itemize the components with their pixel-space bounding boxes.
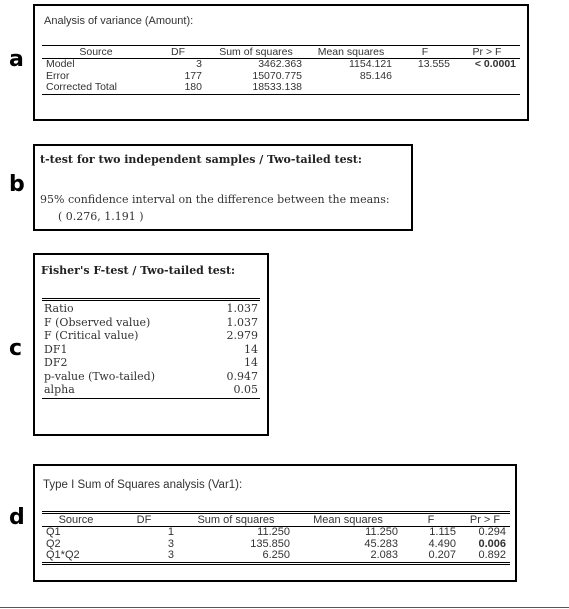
- ftest-label: p-value (Two-tailed): [44, 369, 155, 383]
- anova-cell: 3462.363: [258, 58, 302, 70]
- type1-table: [42, 511, 510, 565]
- type1-header-p: Pr > F: [460, 513, 510, 527]
- ttest-ci-value: ( 0.276, 1.191 ): [58, 210, 144, 223]
- panel-letter-c: c: [9, 336, 23, 361]
- type1-cell: 0.006: [478, 537, 506, 550]
- panel-letter-a: a: [9, 47, 24, 72]
- ftest-table: [42, 298, 260, 399]
- type1-header-df: DF: [110, 513, 178, 527]
- type1-cell: 6.250: [178, 550, 294, 563]
- type1-cell: Q1*Q2: [42, 550, 110, 563]
- table-row: [42, 316, 260, 330]
- anova-header-row: [42, 46, 520, 59]
- type1-cell: 3: [110, 550, 178, 563]
- type1-cell: 45.283: [364, 537, 398, 550]
- ftest-value: 1.037: [209, 300, 260, 316]
- type1-header-source: Source: [42, 513, 110, 527]
- type1-cell: 0.892: [460, 550, 510, 563]
- anova-cell: Model: [46, 58, 75, 70]
- anova-header-p: Pr > F: [454, 46, 520, 59]
- ttest-box: [33, 144, 413, 231]
- anova-header-source: Source: [42, 46, 150, 59]
- type1-header-row: [42, 513, 510, 527]
- type1-cell: 3: [167, 537, 174, 550]
- anova-cell: 1154.121: [348, 58, 392, 70]
- bottom-divider: [0, 607, 569, 608]
- table-row: [42, 370, 260, 384]
- anova-cell: 177: [184, 69, 202, 82]
- anova-cell: Error: [46, 69, 70, 82]
- table-row: [42, 82, 520, 94]
- anova-cell: [396, 71, 454, 83]
- anova-cell: [306, 82, 396, 94]
- anova-cell: [396, 82, 454, 94]
- anova-cell: Corrected Total: [42, 82, 150, 94]
- anova-cell: 85.146: [359, 69, 392, 82]
- type1-header-ms: Mean squares: [294, 513, 402, 527]
- ftest-value: 14: [244, 342, 258, 356]
- ftest-value: 0.05: [209, 383, 260, 398]
- anova-table: [42, 45, 520, 95]
- type1-header-f: F: [402, 513, 460, 527]
- ftest-label: F (Observed value): [44, 315, 151, 329]
- table-row: [42, 329, 260, 343]
- type1-cell: Q2: [46, 537, 61, 550]
- ftest-box: [33, 253, 269, 436]
- anova-cell: 13.555: [417, 58, 450, 70]
- anova-box: [33, 4, 529, 121]
- anova-header-ms: Mean squares: [306, 46, 396, 59]
- table-row: [42, 343, 260, 357]
- ftest-value: 1.037: [226, 315, 258, 329]
- ftest-value: 14: [244, 356, 258, 369]
- anova-header-ss: Sum of squares: [206, 46, 306, 59]
- anova-cell: 18533.138: [206, 82, 306, 94]
- anova-cell: 3: [196, 58, 202, 70]
- anova-cell: 180: [150, 82, 206, 94]
- ttest-ci-label: 95% confidence interval on the difference between the means:: [40, 193, 390, 206]
- ftest-value: 2.979: [226, 329, 258, 342]
- type1-box: [33, 464, 517, 582]
- anova-cell: 15070.775: [252, 69, 302, 82]
- type1-cell: 11.250: [365, 526, 398, 538]
- panel-letter-d: d: [9, 505, 25, 530]
- ftest-value: 0.947: [226, 369, 258, 383]
- type1-cell: 4.490: [428, 537, 456, 550]
- type1-cell: 0.294: [478, 526, 506, 538]
- type1-cell: 1.115: [429, 526, 456, 538]
- panel-letter-b: b: [9, 172, 25, 197]
- ftest-label: DF2: [44, 356, 68, 369]
- table-row: [42, 356, 260, 370]
- type1-cell: 2.083: [294, 550, 402, 563]
- ftest-label: DF1: [44, 342, 68, 356]
- anova-title: Analysis of variance (Amount):: [44, 15, 194, 27]
- ftest-label: alpha: [42, 383, 209, 398]
- type1-cell: 11.250: [257, 526, 290, 538]
- ttest-title: t-test for two independent samples / Two-tailed test:: [40, 153, 362, 166]
- type1-header-ss: Sum of squares: [178, 513, 294, 527]
- table-row: [42, 527, 510, 539]
- type1-cell: 1: [167, 526, 174, 538]
- type1-cell: Q1: [46, 526, 61, 538]
- anova-header-df: DF: [150, 46, 206, 59]
- anova-cell: < 0.0001: [474, 58, 516, 70]
- ftest-label: Ratio: [42, 300, 209, 316]
- table-row: [42, 550, 510, 563]
- table-row: [42, 383, 260, 398]
- anova-cell: [454, 71, 520, 83]
- type1-title: Type I Sum of Squares analysis (Var1):: [43, 479, 243, 491]
- type1-cell: 135.850: [250, 537, 290, 550]
- table-row: [42, 300, 260, 316]
- ftest-label: F (Critical value): [44, 329, 139, 342]
- anova-header-f: F: [396, 46, 454, 59]
- type1-cell: 0.207: [402, 550, 460, 563]
- ftest-title: Fisher's F-test / Two-tailed test:: [41, 264, 236, 277]
- anova-cell: [454, 82, 520, 94]
- table-row: [42, 59, 520, 71]
